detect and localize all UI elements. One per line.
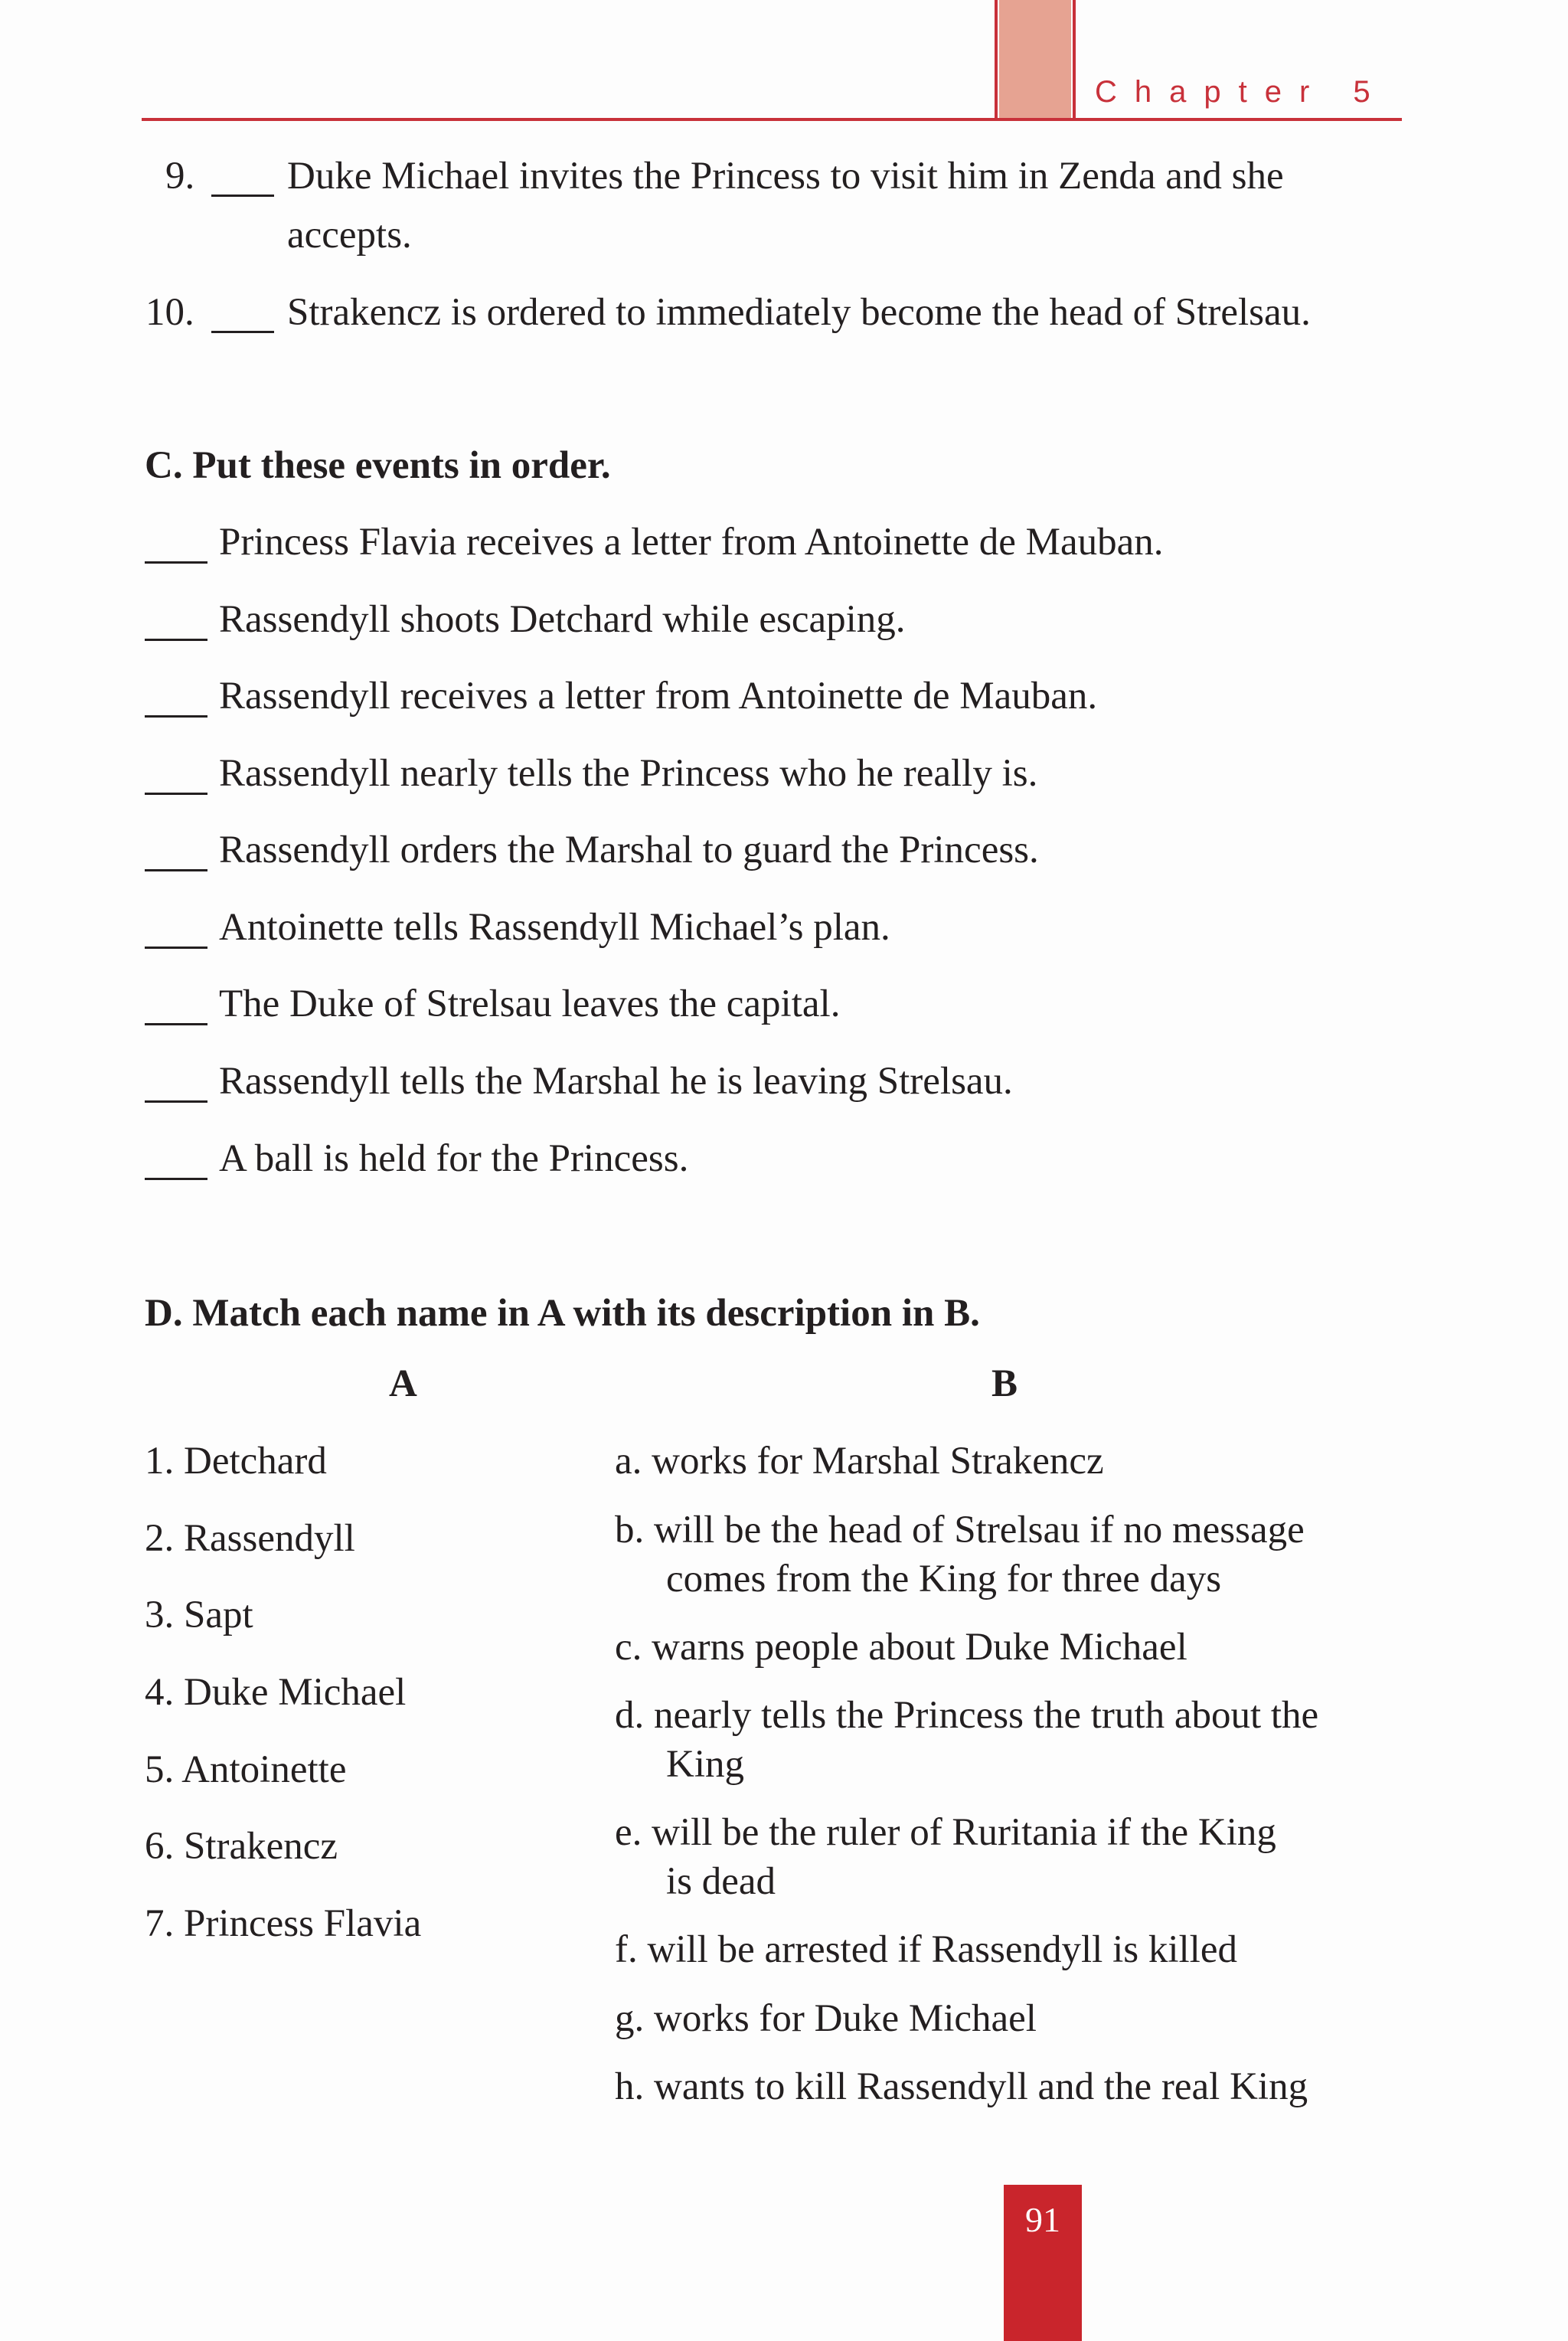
item-text: Duke Michael invites the Princess to visit him in Zenda and she bbox=[287, 155, 1284, 198]
item-number: 10. bbox=[145, 291, 194, 334]
name-item: 2. Rassendyll bbox=[145, 1517, 355, 1560]
description-item-continued: is dead bbox=[666, 1860, 776, 1903]
name-item: 1. Detchard bbox=[145, 1440, 327, 1483]
tab-border-left bbox=[995, 0, 998, 121]
chapter-tab bbox=[999, 0, 1071, 121]
answer-blank bbox=[211, 195, 274, 197]
event-item: Princess Flavia receives a letter from Antoinette de Mauban. bbox=[219, 521, 1164, 564]
description-item: g. works for Duke Michael bbox=[615, 1997, 1037, 2040]
order-blank bbox=[145, 947, 207, 949]
event-item: A ball is held for the Princess. bbox=[219, 1137, 689, 1180]
description-item-continued: comes from the King for three days bbox=[666, 1558, 1222, 1600]
order-blank bbox=[145, 869, 207, 871]
event-item: Rassendyll nearly tells the Princess who he really is. bbox=[219, 752, 1038, 795]
order-blank bbox=[145, 1100, 207, 1103]
chapter-label: Chapter 5 bbox=[1095, 75, 1388, 109]
description-item: e. will be the ruler of Ruritania if the King bbox=[615, 1811, 1276, 1854]
item-text: Strakencz is ordered to immediately become the head of Strelsau. bbox=[287, 291, 1311, 334]
item-text-continued: accepts. bbox=[287, 214, 412, 257]
order-blank bbox=[145, 639, 207, 641]
description-item: d. nearly tells the Princess the truth about the bbox=[615, 1694, 1319, 1737]
event-item: The Duke of Strelsau leaves the capital. bbox=[219, 983, 841, 1025]
order-blank bbox=[145, 561, 207, 564]
description-item-continued: King bbox=[666, 1743, 744, 1786]
order-blank bbox=[145, 793, 207, 795]
name-item: 5. Antoinette bbox=[145, 1748, 347, 1791]
name-item: 4. Duke Michael bbox=[145, 1671, 407, 1714]
description-item: b. will be the head of Strelsau if no message bbox=[615, 1509, 1305, 1551]
name-item: 7. Princess Flavia bbox=[145, 1902, 422, 1945]
name-item: 6. Strakencz bbox=[145, 1825, 338, 1868]
event-item: Antoinette tells Rassendyll Michael’s plan. bbox=[219, 906, 890, 949]
answer-blank bbox=[211, 331, 274, 333]
column-b-header: B bbox=[991, 1362, 1018, 1405]
order-blank bbox=[145, 1023, 207, 1025]
event-item: Rassendyll receives a letter from Antoinette de Mauban. bbox=[219, 675, 1098, 718]
item-number: 9. bbox=[165, 155, 195, 198]
description-item: f. will be arrested if Rassendyll is killed bbox=[615, 1928, 1237, 1971]
column-a-header: A bbox=[389, 1362, 417, 1405]
description-item: h. wants to kill Rassendyll and the real King bbox=[615, 2065, 1308, 2108]
section-d-heading: D. Match each name in A with its description in B. bbox=[145, 1292, 980, 1335]
event-item: Rassendyll orders the Marshal to guard the Princess. bbox=[219, 829, 1039, 871]
description-item: c. warns people about Duke Michael bbox=[615, 1626, 1187, 1669]
name-item: 3. Sapt bbox=[145, 1594, 253, 1636]
header-rule bbox=[142, 118, 1402, 121]
order-blank bbox=[145, 1178, 207, 1180]
page-number: 91 bbox=[1025, 2200, 1060, 2239]
section-c-heading: C. Put these events in order. bbox=[145, 444, 611, 487]
order-blank bbox=[145, 715, 207, 718]
event-item: Rassendyll tells the Marshal he is leaving Strelsau. bbox=[219, 1060, 1013, 1103]
description-item: a. works for Marshal Strakencz bbox=[615, 1440, 1104, 1483]
tab-border-right bbox=[1073, 0, 1076, 121]
event-item: Rassendyll shoots Detchard while escaping. bbox=[219, 598, 906, 641]
